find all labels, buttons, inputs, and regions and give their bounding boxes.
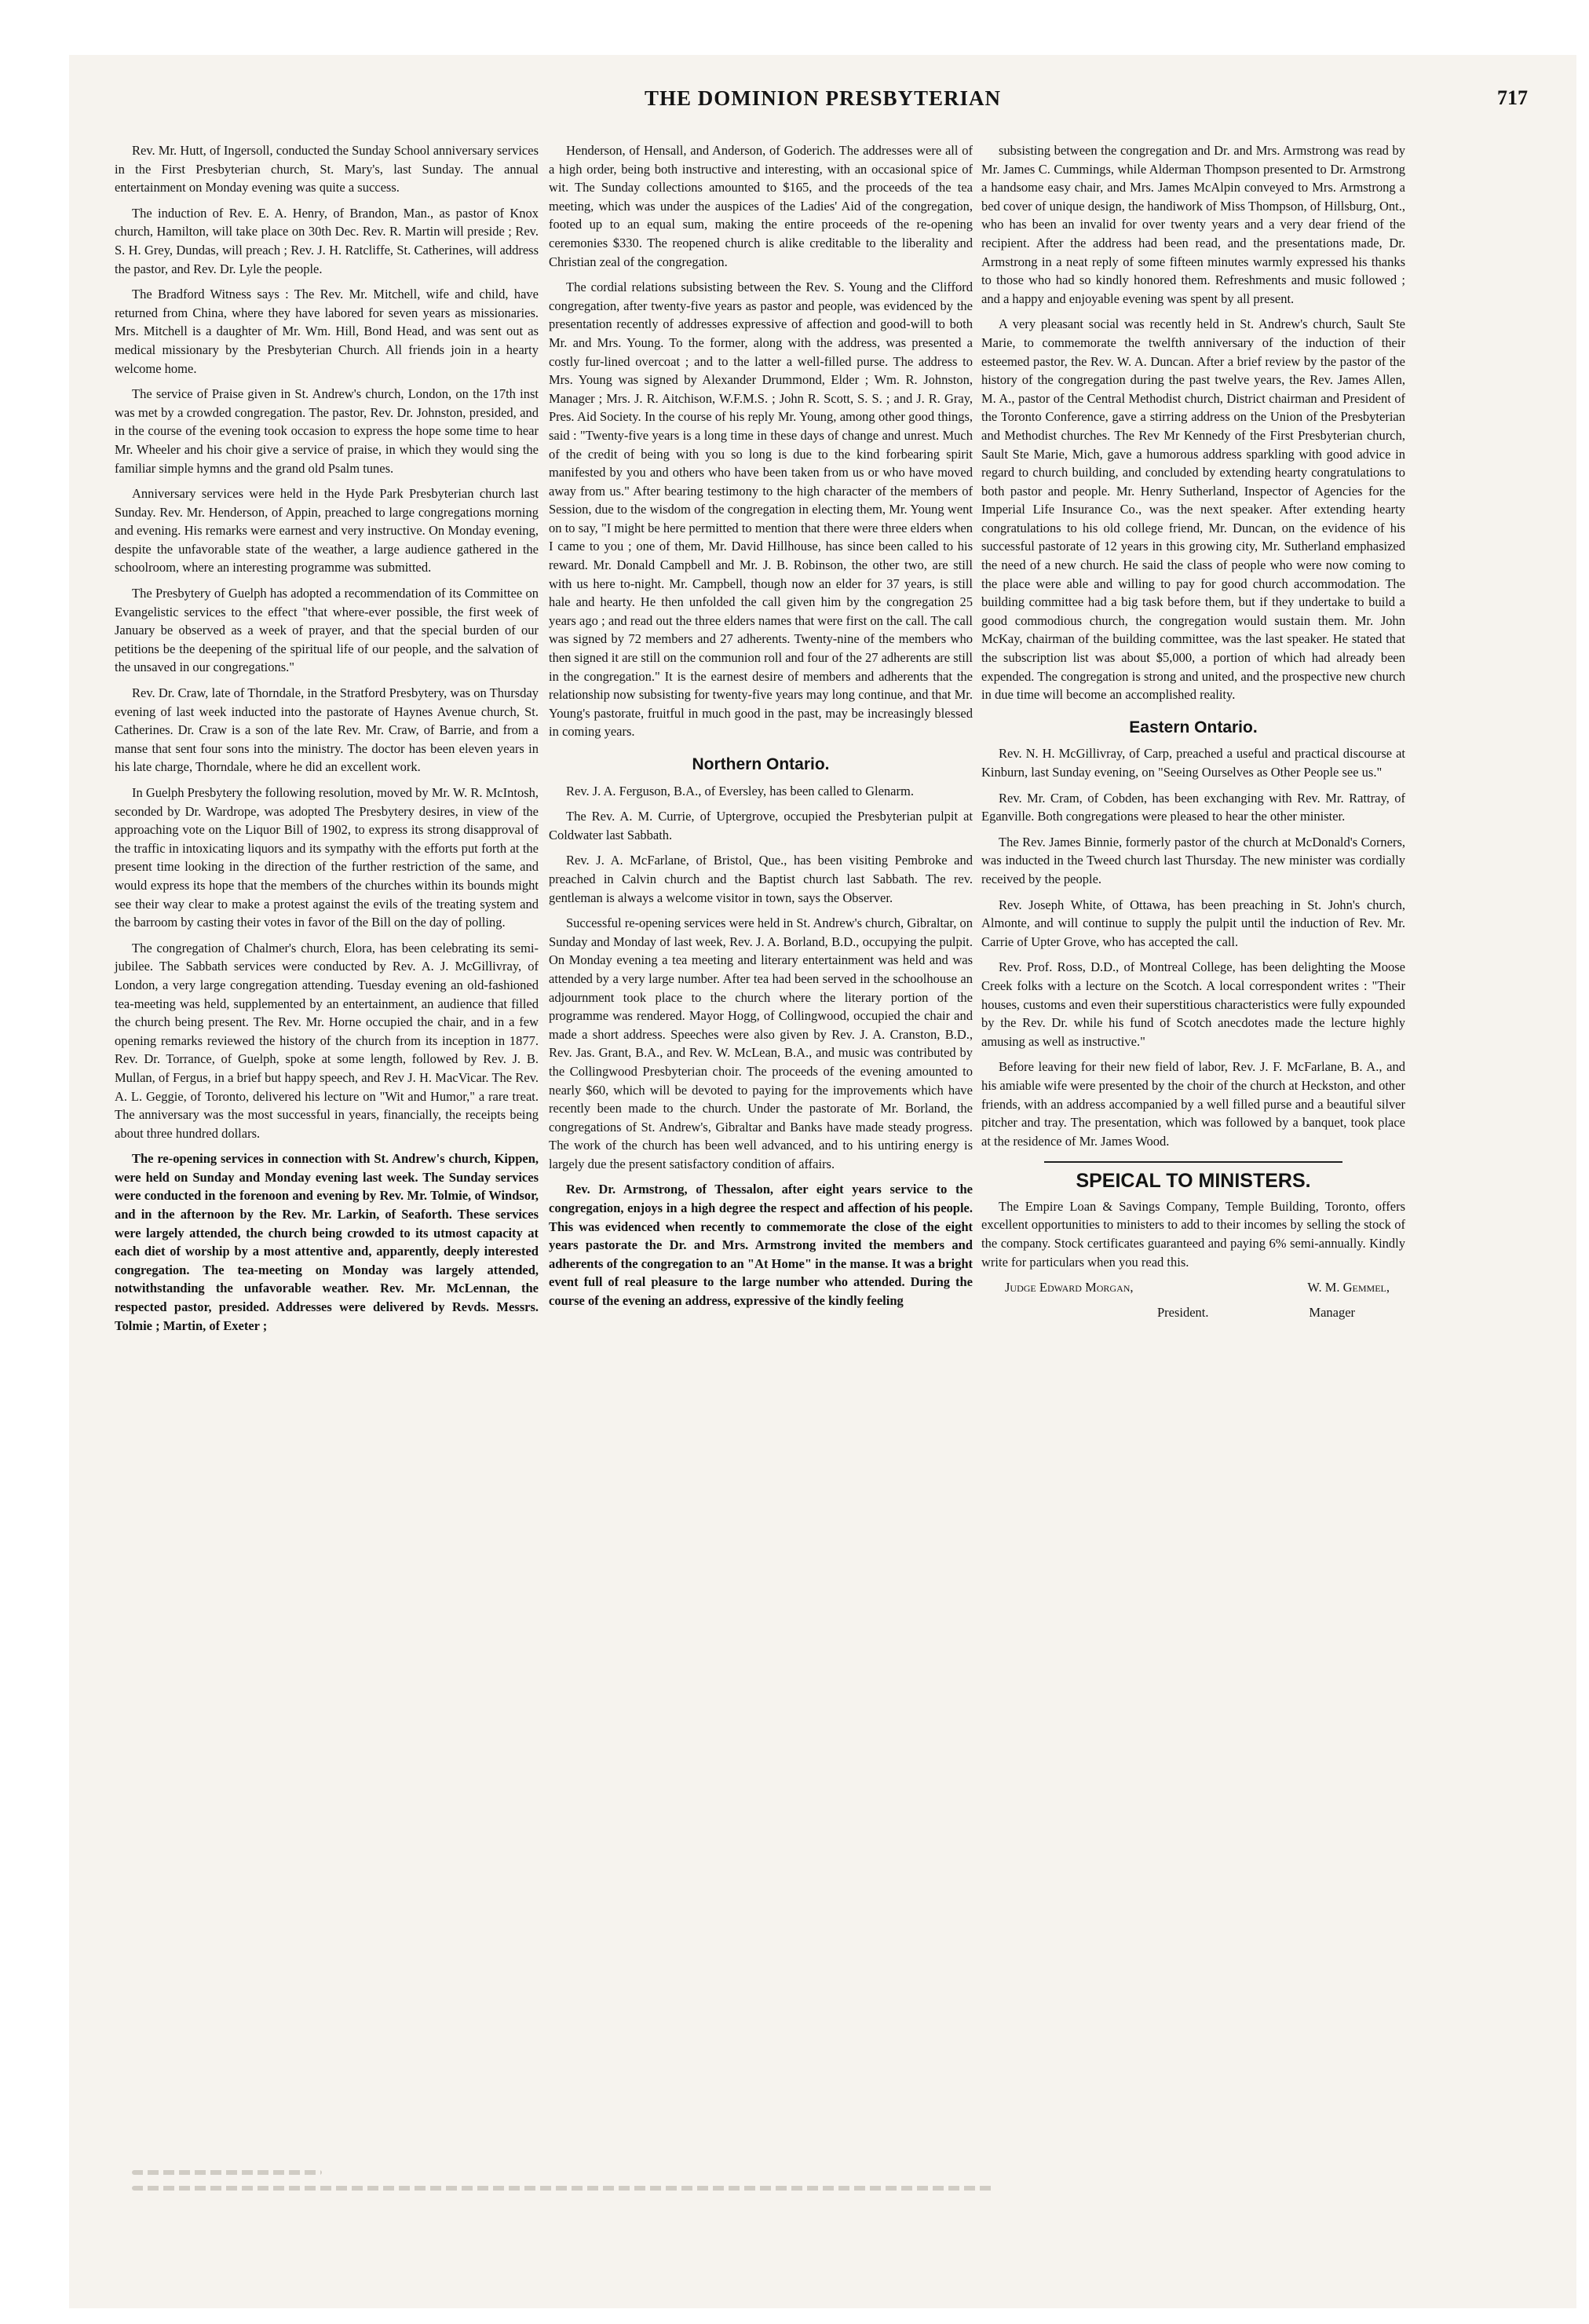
advert-signers <box>1005 1278 1390 1297</box>
page-number: 717 <box>1497 86 1528 109</box>
news-paragraph: The induction of Rev. E. A. Henry, of Brandon, Man., as pastor of Knox church, Hamilton, will take place on 30th Dec. Rev. R. Martin will preside ; Rev. S. H. Grey, Dundas, will preach ; Rev. J. H. Ratcliffe, St. Catherines, will address the pastor, and Rev. Dr. Lyle the people. <box>115 205 539 276</box>
news-paragraph: Rev. Joseph White, of Ottawa, has been preaching in St. John's church, Almonte, and will continue to supply the pulpit until the induction of Rev. Mr. Carrie of Upter Grove, who has accepted the call. <box>981 897 1405 949</box>
divider-rule <box>1044 1161 1342 1163</box>
news-paragraph: Rev. Dr. Craw, late of Thorndale, in the Stratford Presbytery, was on Thursday evening of last week inducted into the pastorate of Haynes Avenue church, St. Catherines. Dr. Craw is a son of the late Rev. Mr. Craw, of Barrie, and from a manse that sent four sons into the ministry. The doctor has been eleven years in his late charge, Thorndale, where he did an excellent work. <box>115 685 539 775</box>
signer-name: W. M. Gemmel, <box>1307 1280 1390 1295</box>
news-paragraph: The service of Praise given in St. Andrew's church, London, on the 17th inst was met by a crowded congregation. The pastor, Rev. Dr. Johnston, presided, and in the course of the evening took occasion to express the hope some time to hear Mr. Wheeler and his choir give a service of praise, in which they would sing the familiar simple hymns and the grand old Psalm tunes. <box>115 386 539 476</box>
news-paragraph: Rev. N. H. McGillivray, of Carp, preached a useful and practical discourse at Kinburn, last Sunday evening, on "Seeing Ourselves as Other People see us." <box>981 746 1405 780</box>
news-paragraph: The re-opening services in connection with St. Andrew's church, Kippen, were held on Sunday and Monday evening last week. The Sunday services were conducted in the forenoon and evening by Rev. Mr. Tolmie, of Windsor, and in the afternoon by the Rev. Mr. Larkin, of Seaforth. These services were largely attended, the church being crowded to its utmost capacity at each diet of worship by a most attentive and, apparently, deeply interested congregation. The tea-meeting on Monday was largely attended, notwithstanding the unfavorable weather. Rev. Mr. McLennan, the respected pastor, presided. Addresses were delivered by Revds. Messrs. Tolmie ; Martin, of Exeter ; <box>115 1151 539 1333</box>
page-header <box>69 86 1576 126</box>
news-paragraph: Rev. J. A. Ferguson, B.A., of Eversley, has been called to Glenarm. <box>566 783 914 798</box>
news-paragraph: Rev. Prof. Ross, D.D., of Montreal College, has been delighting the Moose Creek folks with a lecture on the Scotch. A local correspondent writes : "Their houses, customs and even their superstitious characteristics were fully expounded by the Rev. Dr. while his fund of Scotch anecdotes made the lecture highly amusing as well as instructive." <box>981 959 1405 1049</box>
section-heading-eastern-ontario: Eastern Ontario. <box>1129 718 1258 736</box>
news-paragraph: The Rev. James Binnie, formerly pastor of the church at McDonald's Corners, was inducted in the Tweed church last Thursday. The new minister was cordially received by the people. <box>981 834 1405 886</box>
news-paragraph: Successful re-opening services were held in St. Andrew's church, Gibraltar, on Sunday and Monday of last week, Rev. J. A. Borland, B.D., occupying the pulpit. On Monday evening a tea meeting and literary entertainment was held and was attended by a very large number. After tea had been served in the schoolhouse an adjournment took place to the church where the literary portion of the programme was rendered. Mayor Hogg, of Collingwood, occupied the chair and made a short address. Speeches were also given by Rev. J. A. Cranston, B.D., Rev. Jas. Grant, B.A., and Rev. W. McLean, B.A., and music was contributed by the Collingwood Presbyterian choir. The proceeds of the evening amounted to nearly $60, which will be devoted to paying for the improvements which have recently been made to the church. Under the pastorate of Mr. Borland, the congregations of St. Andrew's, Gibraltar and Banks have made steady progress. The work of the church has been well advanced, and to his untiring energy is largely due the present satisfactory condition of affairs. <box>549 915 973 1171</box>
news-paragraph: The Presbytery of Guelph has adopted a recommendation of its Committee on Evangelistic services to the effect "that where-ever possible, the first week of January be observed as a week of prayer, and that the special burden of our petitions be the deepening of the spiritual life of our people, and the salvation of the unsaved in our congregations." <box>115 586 539 675</box>
news-paragraph: Rev. J. A. McFarlane, of Bristol, Que., has been visiting Pembroke and preached in Calvin church and the Baptist church last Sabbath. The rev. gentleman is always a welcome visitor in town, says the Observer. <box>549 853 973 905</box>
news-paragraph: Henderson, of Hensall, and Anderson, of Goderich. The addresses were all of a high order, being both instructive and interesting, with an occasional spice of wit. The Sunday collections amounted to $165, and the proceeds of the tea meeting, which was under the auspices of the Ladies' Aid of the congregation, footed up to an equal sum, making the entire proceeds of the re-opening ceremonies $330. The reopened church is alike creditable to the liberality and Christian zeal of the congregation. <box>549 143 973 269</box>
news-paragraph: In Guelph Presbytery the following resolution, moved by Mr. W. R. McIntosh, seconded by Dr. Wardrope, was adopted The Presbytery desires, in view of the approaching vote on the Liquor Bill of 1902, to express its strong disapproval of the traffic in intoxicating liquors and its sympathy with the efforts put forth at the present time looking in the direction of the further restriction of the same, and would express its hope that the members of the churches within its bounds might see their way clear to make a protest against the evils of the treating system and the barroom by casting their votes in favor of the Bill on the day of polling. <box>115 785 539 930</box>
column-1 <box>115 141 539 1342</box>
signer-role: Manager <box>1309 1304 1356 1320</box>
news-paragraph: The Bradford Witness says : The Rev. Mr. Mitchell, wife and child, have returned from China, where they have labored for seven years as missionaries. Mrs. Mitchell is a daughter of Mr. Wm. Hill, Bond Head, and was sent out as medical missionary by the Presbyterian Church. All friends join in a hearty welcome home. <box>115 287 539 376</box>
news-paragraph: Rev. Mr. Hutt, of Ingersoll, conducted the Sunday School anniversary services in the First Presbyterian church, St. Mary's, last Sunday. The annual entertainment on Monday evening was quite a success. <box>115 143 539 195</box>
news-paragraph: Before leaving for their new field of labor, Rev. J. F. McFarlane, B. A., and his amiable wife were presented by the choir of the church at Heckston, and other friends, with an address accompanied by a well filled purse and a beautiful silver pitcher and tray. The presentation, which was followed by a banquet, took place at the residence of Mr. James Wood. <box>981 1059 1405 1149</box>
faded-print-artifact <box>132 2159 995 2222</box>
news-paragraph: Anniversary services were held in the Hyde Park Presbyterian church last Sunday. Rev. Mr. Henderson, of Appin, preached to large congregations morning and evening. His remarks were earnest and very instructive. On Monday evening, despite the unfavorable state of the weather, a large audience gathered in the schoolroom, where an interesting programme was submitted. <box>115 486 539 576</box>
advert-body: The Empire Loan & Savings Company, Temple Building, Toronto, offers excellent opportunities to ministers to add to their incomes by selling the stock of the company. Stock certificates guaranteed and paying 6% semi-annually. Kindly write for particulars when you read this. <box>981 1198 1405 1270</box>
signer-role: President. <box>1156 1304 1209 1320</box>
signer-name: Judge Edward Morgan, <box>1005 1280 1134 1295</box>
column-2 <box>549 141 973 1317</box>
newspaper-page <box>69 55 1576 2308</box>
news-paragraph: Rev. Dr. Armstrong, of Thessalon, after eight years service to the congregation, enjoys in a high degree the respect and affection of his people. This was evidenced when recently to commemorate the close of the eight years pastorate the Dr. and Mrs. Armstrong invited the members and adherents of the congregation to an "At Home" in the manse. It was a bright event full of real pleasure to the large number who attended. During the course of the evening an address, expressive of the kindly feeling <box>549 1182 973 1309</box>
news-paragraph: subsisting between the congregation and Dr. and Mrs. Armstrong was read by Mr. James C. Cummings, while Alderman Thompson presented to Dr. Armstrong a handsome easy chair, and Mrs. James McAlpin conveyed to Mrs. Armstrong a bed cover of unique design, the handiwork of Miss Thompson, of Hillsburg, Ont., who has been an invalid for over twenty years and a very dear friend of the recipient. After the address had been read, and the presentations made, Dr. Armstrong in a neat reply of some fifteen minutes warmly expressed his thanks to those who had so kindly honored them. Refreshments and music followed ; and a happy and enjoyable evening was spent by all present. <box>981 143 1405 306</box>
news-paragraph: Rev. Mr. Cram, of Cobden, has been exchanging with Rev. Mr. Rattray, of Eganville. Both congregations were pleased to hear the other minister. <box>981 790 1405 824</box>
news-paragraph: The Rev. A. M. Currie, of Uptergrove, occupied the Presbyterian pulpit at Coldwater last Sabbath. <box>549 809 973 842</box>
advert-heading: SPEICAL TO MINISTERS. <box>1076 1170 1311 1193</box>
news-paragraph: The congregation of Chalmer's church, Elora, has been celebrating its semi-jubilee. The Sabbath services were conducted by Rev. A. J. McGillivray, of London, a very large congregation attending. Tuesday evening an old-fashioned tea-meeting was held, supplemented by an entertainment, an audience that filled the church being present. The Rev. Mr. Horne occupied the chair, and in a few opening remarks reviewed the history of the church from its inception in 1877. Rev. Dr. Torrance, of Guelph, spoke at some length, followed by Rev. J. B. Mullan, of Fergus, in a brief but happy speech, and Rev J. H. MacVicar. The Rev. A. L. Geggie, of Toronto, delivered his lecture on "Wit and Humor," a rare treat. The anniversary was the most successful in years, financially, the receipts being about three hundred dollars. <box>115 940 539 1141</box>
advert-roles <box>1107 1303 1405 1322</box>
news-paragraph: The cordial relations subsisting between the Rev. S. Young and the Clifford congregation, after twenty-five years as pastor and people, was evidenced by the presentation recently of addresses expressive of affection and good-will to both Mr. and Mrs. Young. To the former, along with the address, was presented a costly fur-lined overcoat ; and to the latter a well-filled purse. The address to Mrs. Young was signed by Alexander Drummond, Elder ; Wm. R. Johnston, Manager ; Mrs. J. R. Aitchison, W.F.M.S. ; John R. Scott, S. S. ; and J. R. Gray, Pres. Aid Society. In the course of his reply Mr. Young, among other good things, said : "Twenty-five years is a long time in these days of change and unrest. Much of the credit of being with you so long is due to the kind forbearing spirit manifested by you and others who have been taken from us or who have moved away from us." After bearing testimony to the high character of the members of Session, due to the wisdom of the congregation in electing them, Mr. Young went on to say, "I might be here permitted to mention that there were three elders when I came to you ; one of them, Mr. David Hillhouse, has since been called to his reward. Mr. Donald Campbell and Mr. J. B. Robinson, the other two, are still with us here to-night. Mr. Campbell, though now an elder for 37 years, is still hale and hearty. He then unfolded the call given him by the congregation 25 years ago ; and read out the three elders names that were first on the call. The call was signed by 72 members and 27 adherents. Twenty-nine of the members who then signed it are still on the communion roll and four of the 27 adherents are still in the congregation." It is the earnest desire of members and adherents that the relationship now subsisting for twenty-five years may long continue, and that Mr. Young's pastorate, fruitful in much good in the past, may be increasingly blessed in coming years. <box>549 280 973 740</box>
news-paragraph: A very pleasant social was recently held in St. Andrew's church, Sault Ste Marie, to commemorate the twelfth anniversary of the induction of their esteemed pastor, the Rev. W. A. Duncan. After a brief review by the pastor of the history of the congregation during the past twelve years, the Rev. James Allen, M. A., pastor of the Central Methodist church, District chairman and President of the Toronto Conference, gave a stirring address on the Union of the Presbyterian and Methodist churches. The Rev Mr Kennedy of the First Presbyterian church, Sault Ste Marie, Mich, gave a humorous address sparkling with good advice in regard to church building, and concluded by extending hearty congratulations to both pastor and people. Mr. Henry Sutherland, Inspector of Agencies for the Imperial Life Insurance Co., was the next speaker. After extending hearty congratulations to his old college friend, Mr. Duncan, on the evidence of his successful pastorate of 12 years in this growing city, Mr. Sutherland emphasized the need of a new church. He said the class of people who were now coming to the place were able and willing to pay for good church accommodation. The building committee had a big task before them, but if they undertake to build a good commodious church, the congregation would sustain them. Mr. John McKay, chairman of the building committee, was the last speaker. He stated that the subscription list was about $5,000, a portion of which had already been expended. The congregation is strong and united, and the prospective new church in due time will become an accomplished reality. <box>981 316 1405 703</box>
page-title: THE DOMINION PRESBYTERIAN <box>644 86 1002 110</box>
section-heading-northern-ontario: Northern Ontario. <box>692 755 830 773</box>
column-3 <box>981 141 1405 1321</box>
